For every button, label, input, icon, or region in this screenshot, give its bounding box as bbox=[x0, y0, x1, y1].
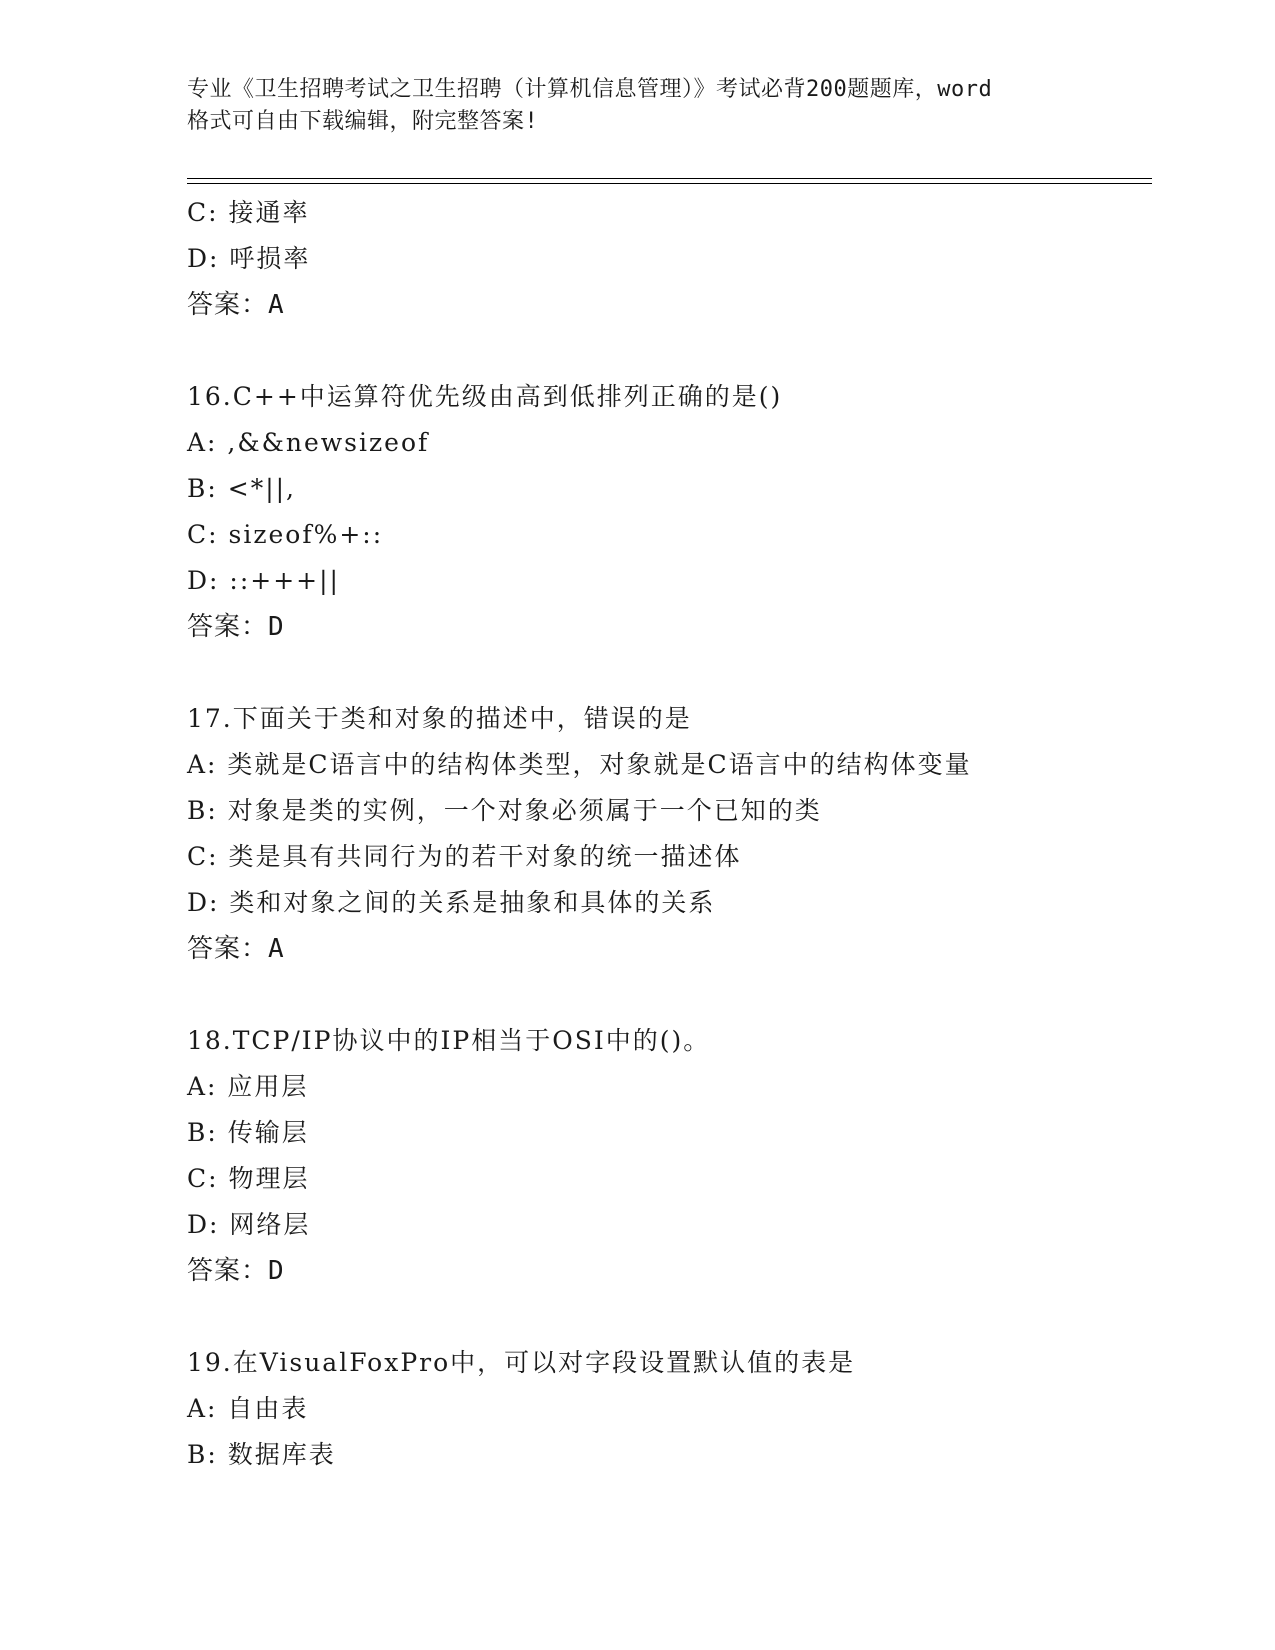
question-15-tail bbox=[187, 190, 1087, 328]
option-a: A: ,&&newsizeof bbox=[187, 428, 430, 457]
question-17 bbox=[187, 696, 1087, 972]
header-line-2: 格式可自由下载编辑，附完整答案! bbox=[187, 109, 539, 134]
option-b: B: <*||, bbox=[187, 474, 296, 503]
question-stem: 16.C++中运算符优先级由高到低排列正确的是() bbox=[187, 382, 783, 411]
question-stem: 17.下面关于类和对象的描述中，错误的是 bbox=[187, 704, 692, 733]
option-d: D: 呼损率 bbox=[187, 244, 311, 273]
option-b: B: 传输层 bbox=[187, 1118, 309, 1147]
spacer bbox=[187, 328, 1087, 374]
option-d: D: 类和对象之间的关系是抽象和具体的关系 bbox=[187, 888, 716, 917]
option-c: C: 接通率 bbox=[187, 198, 310, 227]
option-b: B: 对象是类的实例，一个对象必须属于一个已知的类 bbox=[187, 796, 822, 825]
option-d: D: 网络层 bbox=[187, 1210, 311, 1239]
header-line-1: 专业《卫生招聘考试之卫生招聘（计算机信息管理）》考试必背200题题库，word bbox=[187, 77, 993, 102]
answer-line: 答案：D bbox=[187, 1256, 285, 1286]
option-a: A: 类就是C语言中的结构体类型，对象就是C语言中的结构体变量 bbox=[187, 750, 972, 779]
option-a: A: 应用层 bbox=[187, 1072, 309, 1101]
spacer bbox=[187, 972, 1087, 1018]
header-divider-bottom bbox=[187, 183, 1152, 184]
option-c: C: 物理层 bbox=[187, 1164, 310, 1193]
question-19 bbox=[187, 1340, 1087, 1478]
question-stem: 19.在VisualFoxPro中，可以对字段设置默认值的表是 bbox=[187, 1348, 856, 1377]
question-list bbox=[187, 190, 1087, 1478]
option-c: C: 类是具有共同行为的若干对象的统一描述体 bbox=[187, 842, 742, 871]
answer-line: 答案：A bbox=[187, 934, 285, 964]
question-18 bbox=[187, 1018, 1087, 1294]
answer-line: 答案：D bbox=[187, 612, 285, 642]
question-stem: 18.TCP/IP协议中的IP相当于OSI中的()。 bbox=[187, 1026, 711, 1055]
document-header bbox=[187, 74, 1087, 138]
option-b: B: 数据库表 bbox=[187, 1440, 336, 1469]
spacer bbox=[187, 650, 1087, 696]
option-c: C: sizeof%+:: bbox=[187, 520, 384, 549]
spacer bbox=[187, 1294, 1087, 1340]
question-16 bbox=[187, 374, 1087, 650]
option-a: A: 自由表 bbox=[187, 1394, 309, 1423]
answer-line: 答案：A bbox=[187, 290, 285, 320]
header-divider-top bbox=[187, 178, 1152, 179]
option-d: D: ::+++|| bbox=[187, 566, 340, 595]
